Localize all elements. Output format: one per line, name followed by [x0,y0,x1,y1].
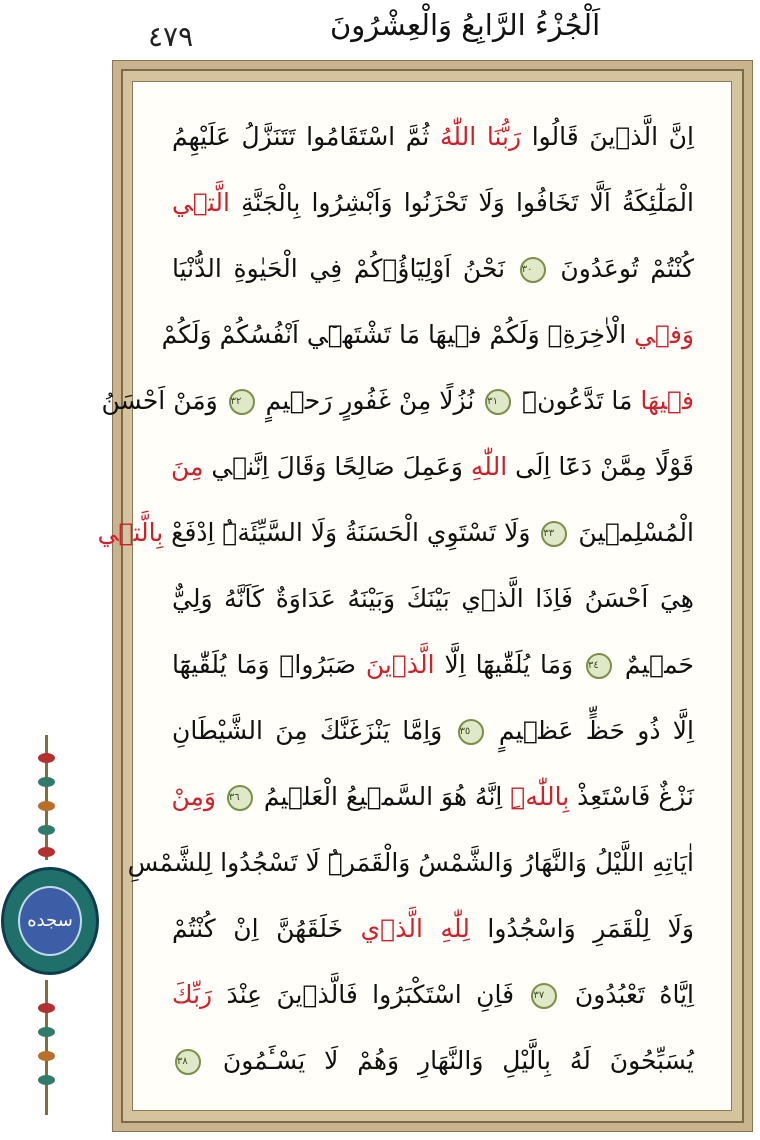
sajda-label: سجده [27,910,73,931]
verse-text [216,782,224,811]
verse-text: وَلَا تَسْتَوِي الْحَسَنَةُ وَلَا السَّيِّئَةُۜ اِدْفَعْ [163,518,539,547]
text-line [172,635,694,695]
text-line [172,437,694,497]
juz-title: اَلْجُزْءُ الرَّابِعُ وَالْعِشْرُونَ [330,8,601,42]
highlighted-word: لِلّٰهِ الَّذ۪ي [360,914,470,943]
sajda-medallion-center [18,886,82,956]
verse-text: الْمُسْلِم۪ينَ [570,518,694,547]
verse-text: كُنْتُمْ تُوعَدُونَ [548,254,694,283]
text-line [172,107,694,167]
text-line [172,569,694,629]
ornament-bead [38,1027,55,1037]
text-line [172,173,694,233]
verse-text: اِنَّ الَّذ۪ينَ قَالُوا [521,122,694,151]
text-line [161,305,694,365]
ornament-stem-bottom [45,980,48,1115]
ayah-number-marker: ٣٤ [586,653,612,679]
verse-text: ثُمَّ اسْتَقَامُوا تَتَنَزَّلُ عَلَيْهِمُ [172,122,440,151]
verse-text: وَلَا لِلْقَمَرِ وَاسْجُدُوا [469,914,694,943]
verse-text: اِلَّا ذُو حَظٍّ عَظ۪يمٍ [486,716,694,745]
ornament-bead [38,801,55,811]
text-line [172,239,694,299]
highlighted-word: وَمِنْ [171,782,216,811]
verse-text: هِيَ اَحْسَنُ فَاِذَا الَّذ۪ي بَيْنَكَ وَبَيْنَهُ عَدَاوَةٌ كَاَنَّهُ وَلِيٌّ [172,584,694,613]
ornament-bead [38,1003,55,1013]
verse-text: خَلَقَهُنَّ اِنْ كُنْتُمْ [172,914,361,943]
ayah-number-marker: ٣٠ [520,257,546,283]
verse-text: حَم۪يمٌ [615,650,694,679]
verse-text: وَاِمَّا يَنْزَغَنَّكَ مِنَ الشَّيْطَانِ [172,716,455,745]
page-number: ٤٧٩ [148,20,194,53]
highlighted-word: بِاللّٰهِ [510,782,570,811]
verse-text: اِيَّاهُ تَعْبُدُونَ [560,980,694,1009]
verse-text: قَوْلًا مِمَّنْ دَعَٓا اِلَى [507,452,694,481]
verse-text: صَبَرُواۚ وَمَا يُلَقّٰيهَٓا [172,650,366,679]
text-line [101,371,694,431]
verse-text: وَمَنْ اَحْسَنُ [101,386,226,415]
highlighted-word: بِالَّت۪ي [97,518,164,547]
text-line [127,833,694,893]
text-line [172,965,694,1025]
ornament-bead [38,753,55,763]
highlighted-word: الَّذ۪ينَ [365,650,435,679]
highlighted-word: رَبِّكَ [172,980,213,1009]
ayah-number-marker: ٣٥ [458,719,484,745]
verse-text: وَمَا يُلَقّٰيهَٓا اِلَّا [434,650,584,679]
highlighted-word: مِنَ [171,452,204,481]
verse-text: الْمَلٰٓئِكَةُ اَلَّا تَخَافُوا وَلَا تَحْزَنُوا وَاَبْشِرُوا بِالْجَنَّةِ [229,188,694,217]
verse-text: نَزْغٌ فَاسْتَعِذْ [569,782,694,811]
ayah-number-marker: ٣٧ [531,983,557,1009]
highlighted-word: الَّت۪ي [172,188,230,217]
text-line [172,1031,694,1091]
ornament-bead [38,825,55,835]
verse-text: نُزُلًا مِنْ غَفُورٍ رَح۪يمٍ [257,386,483,415]
text-line [172,767,694,827]
verse-text: وَعَمِلَ صَالِحًا وَقَالَ اِنَّن۪ي [203,452,471,481]
sajda-marker [0,735,108,1115]
ayah-number-marker: ٣١ [485,389,511,415]
ornament-bead [38,1075,55,1085]
ornament-bead [38,1051,55,1061]
ayah-number-marker: ٣٨ [175,1049,201,1075]
text-line [172,899,694,959]
verse-text: نَحْنُ اَوْلِيَٓاؤُ۬كُمْ فِي الْحَيٰوةِ الدُّنْيَا [172,254,517,283]
highlighted-word: ف۪يهَا [640,386,694,415]
ayah-number-marker: ٣٢ [229,389,255,415]
text-line [172,701,694,761]
page-header [0,0,760,58]
verse-text: اٰيَاتِهِ اللَّيْلُ وَالنَّهَارُ وَالشَّمْسُ وَالْقَمَرُۜ لَا تَسْجُدُوا لِلشَّمْسِ [127,848,694,877]
highlighted-word: اللّٰهِ [470,452,508,481]
highlighted-word: وَف۪ي [634,320,694,349]
verse-text: ۜ اِنَّهُ هُوَ السَّم۪يعُ الْعَل۪يمُ [255,782,511,811]
verse-text: الْاٰخِرَةِۚ وَلَكُمْ ف۪يهَا مَا تَشْتَه۪ٓي اَنْفُسُكُمْ وَلَكُمْ [161,320,635,349]
ayah-number-marker: ٣٣ [541,521,567,547]
verse-text: مَا تَدَّعُونَۜ [514,386,641,415]
ornament-bead [38,847,55,857]
ornament-bead [38,777,55,787]
highlighted-word: رَبُّنَا اللّٰهُ [439,122,522,151]
verse-text: يُسَبِّحُونَ لَهُ بِالَّيْلِ وَالنَّهَارِ وَهُمْ لَا يَسْـَٔمُونَ [204,1046,694,1075]
ayah-number-marker: ٣٦ [227,785,253,811]
sajda-medallion [1,867,99,975]
verse-text: فَاِنِ اسْتَكْبَرُوا فَالَّذ۪ينَ عِنْدَ [212,980,529,1009]
text-line [97,503,694,563]
